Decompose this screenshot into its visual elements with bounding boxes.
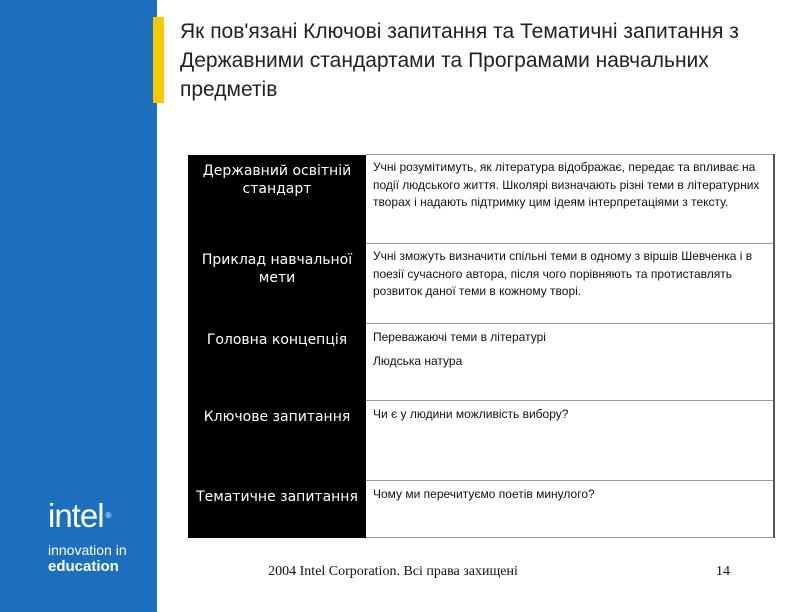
logo-tagline-line2: education [48,558,119,575]
standards-table [188,154,775,538]
row-value-line: Чому ми перечитуємо поетів минулого? [373,487,595,501]
row-label: Головна концепція [188,324,366,401]
row-label: Ключове запитання [188,401,366,481]
row-label: Приклад навчальної мети [188,244,366,324]
row-value [366,324,774,401]
row-label: Тематичне запитання [188,481,366,538]
row-value [366,244,774,324]
table-row [188,401,774,481]
page-number: 14 [716,564,730,579]
footer-copyright: 2004 Intel Corporation. Всі права захищені [268,564,518,579]
row-value-line: Учні розумітимуть, як література відображає, передає та впливає на події людського життя. Школярі визначають різні теми в літературних творах і надають підтримку цим ідеям інтерпретаціями з тексту. [373,160,760,209]
title-accent-bar [153,17,164,103]
row-value [366,481,774,538]
table-row [188,324,774,401]
row-label: Державний освітній стандарт [188,155,366,244]
table-row [188,244,774,324]
row-value-line: Переважаючі теми в літературі [373,330,546,344]
table-row [188,155,774,244]
intel-logo-wordmark: intel ® [48,497,111,534]
table-row [188,481,774,538]
row-value-line: Чи є у людини можливість вибору? [373,407,569,421]
row-value-line: Учні зможуть визначити спільні теми в одному з віршів Шевченка і в поезії сучасного автора, після чого порівняють та протиставлять розвиток даної теми в кожному творі. [373,249,753,298]
logo-tagline-line1: innovation in [48,542,127,558]
row-value [366,401,774,481]
intel-logo [48,496,148,575]
slide-title: Як пов'язані Ключові запитання та Тематичні запитання з Державними стандартами та Програмами навчальних предметів [180,20,739,101]
row-value [366,155,774,244]
row-value-line: Людська натура [373,354,463,368]
